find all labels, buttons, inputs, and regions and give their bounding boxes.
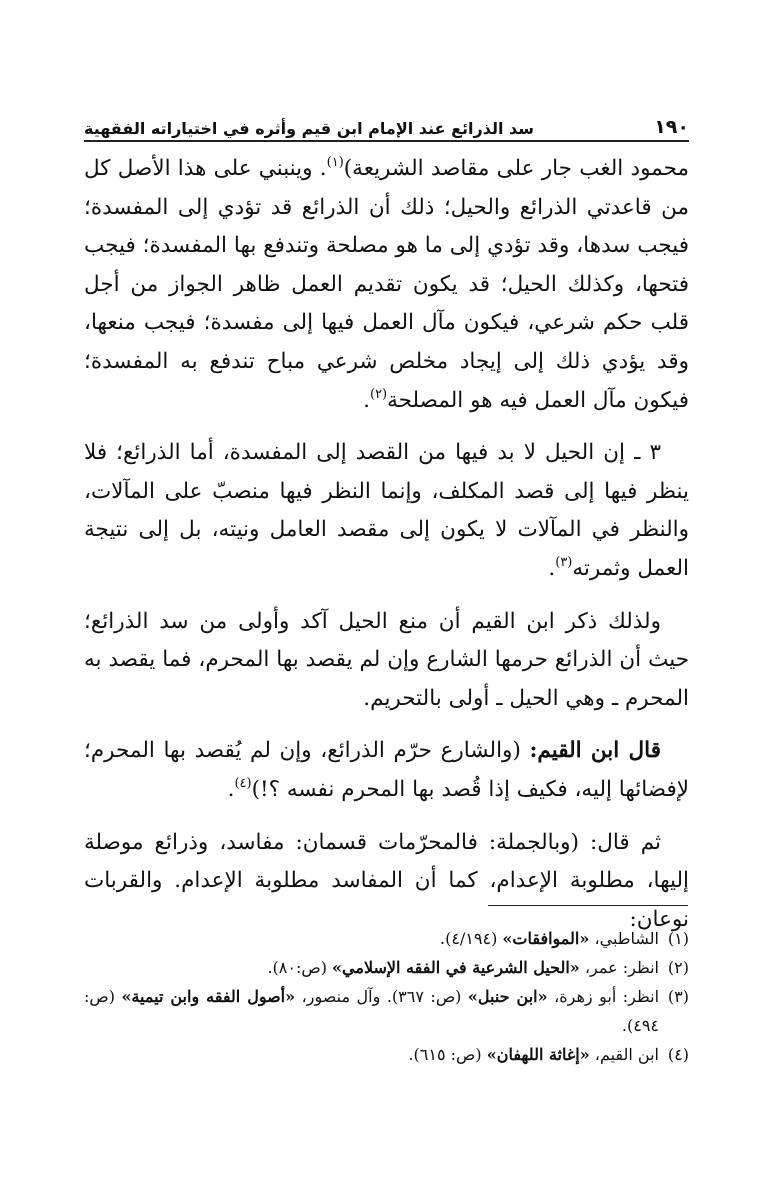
footnote-text	[84, 924, 659, 953]
footnote-ref-1: (١)	[326, 155, 344, 170]
footnote-citation-2: (ص: ٤٩٤).	[84, 987, 659, 1035]
paragraph-5: ثم قال: (وبالجملة: فالمحرّمات قسمان: مفاسد، وذرائع موصلة إليها، مطلوبة الإعدام، كما أن المفاسد مطلوبة الإعدام. والقربات نوعان:	[84, 829, 689, 932]
footnote-text	[84, 982, 659, 1040]
footnote-ref-4: (٤)	[234, 775, 252, 791]
footnote-text	[84, 1040, 659, 1069]
footnote-title: «الحيل الشرعية في الفقه الإسلامي»	[332, 958, 580, 977]
footnote-text	[84, 953, 659, 982]
paragraph-3: ولذلك ذكر ابن القيم أن منع الحيل آكد وأولى من سد الذرائع؛ حيث أن الذرائع حرمها الشارع وإن لم يقصد بها المحرم، فما يقصد به المحرم ـ وهي الحيل ـ أولى بالتحريم.	[84, 608, 689, 711]
footnote-ref-2: (٢)	[369, 386, 388, 402]
footnote-divider	[488, 905, 688, 906]
footnote-author: انظر: أبو زهرة،	[547, 987, 660, 1006]
footnote-ref-3: (٣)	[555, 554, 573, 570]
paragraph-2-text-a: ٣ ـ إن الحيل لا بد فيها من القصد إلى المفسدة، أما الذرائع؛ فلا ينظر فيها إلى قصد المكلف، وإنما النظر فيها منصبّ على المآلات، والنظر في المآلات لا يكون إلى مقصد العامل ونيته، بل إلى نتيجة العمل وثمرته	[84, 440, 689, 581]
running-title: سد الذرائع عند الإمام ابن قيم وأثره في اختياراته الفقهية	[84, 119, 534, 138]
footnote-number: (٣)	[667, 987, 689, 1006]
footnote-4	[84, 1040, 689, 1069]
footnote-number: (٤)	[667, 1045, 689, 1064]
footnote-3	[84, 982, 689, 1040]
paragraph-2	[84, 434, 689, 588]
paragraph-4-text-b: .	[227, 776, 235, 802]
paragraph-2-text-b: .	[548, 555, 556, 581]
quote-lead: قال ابن القيم:	[529, 738, 661, 764]
footnote-title: «ابن حنبل»	[467, 987, 548, 1006]
footnote-author: ابن القيم،	[589, 1045, 659, 1064]
footnote-number: (٢)	[667, 958, 689, 977]
footnote-title: «إغاثة اللهفان»	[486, 1045, 590, 1064]
paragraph-1-text-c: .	[363, 387, 370, 413]
paragraph-1-text-b: . وينبني على هذا الأصل كل من قاعدتي الذرائع والحيل؛ ذلك أن الذرائع قد تؤدي إلى المفسدة؛ فيجب سدها، وقد تؤدي إلى ما هو مصلحة وتندفع بها المفسدة؛ فيجب فتحها، وكذلك الحيل؛ قد يكون تقديم العمل ظاهر الجواز من أجل قلب حكم شرعي، فيكون مآل العمل فيها إلى مفسدة؛ فيجب منعها، وقد يؤدي ذلك إلى إيجاد مخلص شرعي مباح تندفع به المفسدة؛ فيكون مآل العمل فيه هو المصلحة	[84, 156, 689, 413]
main-text	[84, 150, 689, 939]
page-number: ١٩٠	[654, 116, 689, 138]
footnote-title: «الموافقات»	[502, 929, 590, 948]
paragraph-1	[84, 150, 689, 420]
footnote-citation: (ص: ٦١٥).	[408, 1045, 487, 1064]
page-header	[84, 104, 689, 138]
footnote-citation: (ص:٨٠).	[267, 958, 333, 977]
header-divider	[84, 140, 689, 142]
footnote-author: الشاطبي،	[589, 929, 659, 948]
footnote-title-2: «أصول الفقه وابن تيمية»	[121, 987, 296, 1006]
footnote-2	[84, 953, 689, 982]
footnote-number: (١)	[667, 929, 689, 948]
footnote-1	[84, 924, 689, 953]
paragraph-1-text-a: محمود الغب جار على مقاصد الشريعة)	[343, 156, 689, 181]
footnote-author: انظر: عمر،	[579, 958, 659, 977]
footnote-citation: (ص: ٣٦٧). وآل منصور،	[295, 987, 468, 1006]
footnote-citation: (٤/١٩٤).	[439, 929, 503, 948]
paragraph-4	[84, 732, 689, 809]
footnotes	[84, 924, 689, 1069]
paragraph-4-text-a: (والشارع حرّم الذرائع، وإن لم يُقصد بها المحرم؛ لإفضائها إليه، فكيف إذا قُصد بها المحرم نفسه ؟!)	[84, 738, 689, 802]
